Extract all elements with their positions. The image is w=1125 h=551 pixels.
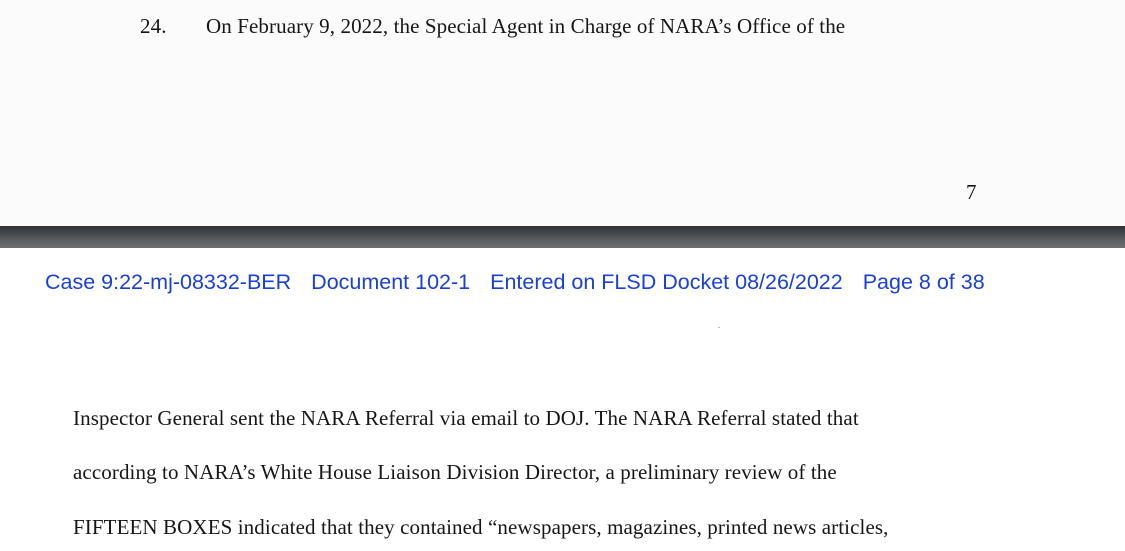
scan-artifact [718,327,720,328]
page-number: 7 [966,180,977,204]
page-indicator: Page 8 of 38 [862,270,985,294]
body-text-line: Inspector General sent the NARA Referral via email to DOJ. The NARA Referral stated that [73,406,859,430]
document-number: Document 102-1 [311,270,471,294]
docket-entry-date: Entered on FLSD Docket 08/26/2022 [490,270,843,294]
docket-header-stamp [45,270,985,295]
paragraph-text: On February 9, 2022, the Special Agent in Charge of NARA’s Office of the [206,14,846,38]
page-separator [0,226,1125,248]
case-number: Case 9:22-mj-08332-BER [45,270,292,294]
body-text-line: according to NARA’s White House Liaison Division Director, a preliminary review of the [73,460,837,484]
previous-page [0,0,1125,226]
paragraph-number: 24. [140,14,167,38]
body-text-line: FIFTEEN BOXES indicated that they contained “newspapers, magazines, printed news articles, [73,515,889,539]
